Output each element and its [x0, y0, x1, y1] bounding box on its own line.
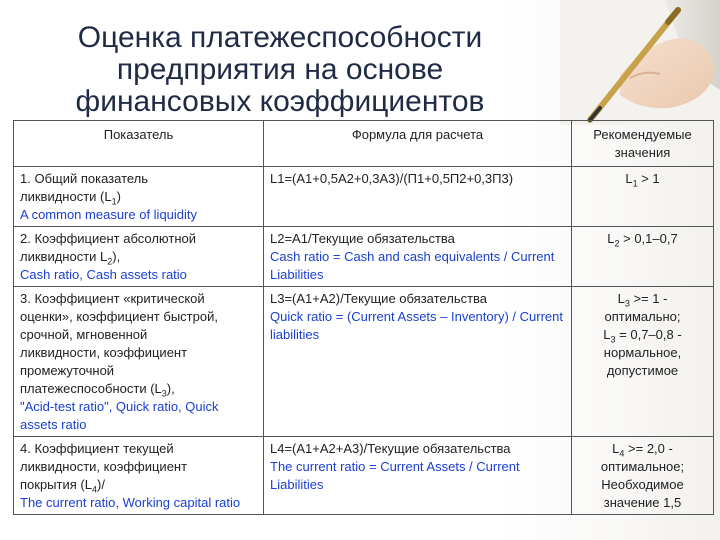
formula-english: Quick ratio = (Current Assets – Inventory) / Current liabilities — [270, 309, 563, 342]
rec-text: L — [607, 231, 615, 246]
pen-hand-photo — [560, 0, 720, 125]
formula-cell — [264, 437, 572, 515]
recommended-cell — [572, 167, 714, 227]
formula-text: L2=A1/Текущие обязательства — [270, 231, 455, 246]
subscript: 3 — [624, 298, 630, 309]
header-recommended-line: значения — [614, 145, 671, 160]
indicator-text: 2. Коэффициент абсолютной — [20, 231, 197, 246]
rec-text: >= 2,0 - — [624, 441, 673, 456]
indicator-english: "Acid-test ratio", Quick ratio, Quick assets ratio — [20, 399, 219, 432]
subscript: 4 — [619, 448, 625, 459]
liquidity-ratios-table — [13, 120, 714, 515]
indicator-text: ликвидности, коэффициент — [20, 345, 188, 360]
indicator-english: A common measure of liquidity — [20, 207, 198, 222]
header-indicator: Показатель — [14, 121, 264, 167]
indicator-text: ) — [116, 189, 121, 204]
rec-text: Необходимое — [601, 477, 684, 492]
indicator-text: ликвидности (L — [20, 189, 112, 204]
indicator-text: ), — [112, 249, 121, 264]
rec-text: L — [617, 291, 625, 306]
recommended-cell — [572, 287, 714, 437]
indicator-text: 3. Коэффициент «критической — [20, 291, 205, 306]
rec-text: L — [612, 441, 620, 456]
indicator-english: The current ratio, Working capital ratio — [20, 495, 241, 510]
rec-text: = 0,7–0,8 - — [615, 327, 682, 342]
rec-text: значение 1,5 — [603, 495, 682, 510]
rec-text: оптимальное; — [600, 459, 685, 474]
rec-text: > 1 — [637, 171, 660, 186]
title-line: Оценка платежеспособности — [77, 21, 483, 54]
title-line: финансовых коэффициентов — [75, 85, 485, 118]
indicator-text: оценки», коэффициент быстрой, — [20, 309, 218, 324]
indicator-text: промежуточной — [20, 363, 115, 378]
indicator-text: покрытия (L — [20, 477, 92, 492]
indicator-text: платежеспособности (L — [20, 381, 162, 396]
table-row — [14, 437, 714, 515]
table-header-row — [14, 121, 714, 167]
indicator-cell — [14, 287, 264, 437]
formula-english: Cash ratio = Cash and cash equivalents / Current Liabilities — [270, 249, 555, 282]
subscript: 1 — [111, 196, 117, 207]
indicator-cell — [14, 167, 264, 227]
rec-text: L — [603, 327, 611, 342]
rec-text: нормальное, — [603, 345, 682, 360]
subscript: 1 — [632, 178, 638, 189]
header-recommended — [572, 121, 714, 167]
rec-text: оптимально; — [604, 309, 681, 324]
rec-text: допустимое — [606, 363, 679, 378]
subscript: 2 — [614, 238, 620, 249]
indicator-cell — [14, 227, 264, 287]
indicator-cell — [14, 437, 264, 515]
indicator-text: ), — [166, 381, 175, 396]
formula-cell — [264, 287, 572, 437]
formula-text: L3=(A1+A2)/Текущие обязательства — [270, 291, 488, 306]
formula-english: The current ratio = Current Assets / Current Liabilities — [270, 459, 520, 492]
recommended-cell — [572, 437, 714, 515]
indicator-text: ликвидности, коэффициент — [20, 459, 188, 474]
table-row — [14, 167, 714, 227]
table-row — [14, 227, 714, 287]
header-recommended-line: Рекомендуемые — [593, 127, 692, 142]
recommended-cell — [572, 227, 714, 287]
header-formula: Формула для расчета — [264, 121, 572, 167]
title-line: предприятия на основе — [116, 53, 444, 86]
formula-text: L1=(A1+0,5A2+0,3A3)/(П1+0,5П2+0,3П3) — [270, 171, 514, 186]
formula-cell — [264, 167, 572, 227]
subscript: 3 — [610, 334, 616, 345]
indicator-text: 1. Общий показатель — [20, 171, 149, 186]
indicator-text: срочной, мгновенной — [20, 327, 148, 342]
rec-text: >= 1 - — [629, 291, 668, 306]
subscript: 3 — [161, 388, 167, 399]
formula-text: L4=(A1+A2+A3)/Текущие обязательства — [270, 441, 511, 456]
rec-text: > 0,1–0,7 — [619, 231, 678, 246]
slide-title — [40, 22, 520, 118]
rec-text: L — [625, 171, 633, 186]
indicator-text: )/ — [96, 477, 105, 492]
indicator-english: Cash ratio, Cash assets ratio — [20, 267, 187, 282]
subscript: 2 — [107, 256, 113, 267]
formula-cell — [264, 227, 572, 287]
indicator-text: ликвидности L — [20, 249, 108, 264]
indicator-text: 4. Коэффициент текущей — [20, 441, 174, 456]
subscript: 4 — [91, 484, 97, 495]
table-row — [14, 287, 714, 437]
